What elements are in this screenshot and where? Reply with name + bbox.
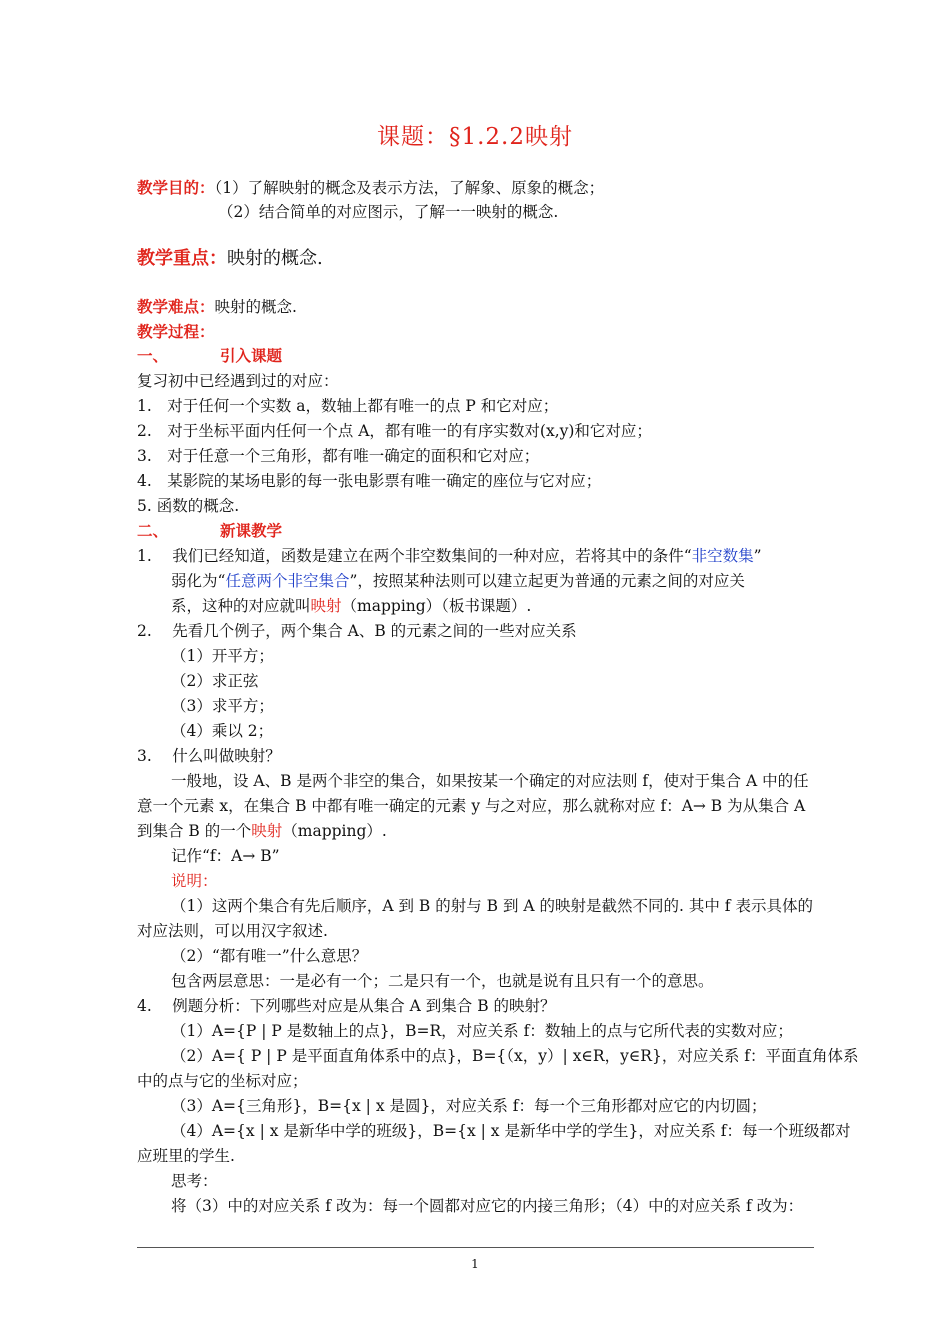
definition-line-1: 一般地，设 A、B 是两个非空的集合，如果按某一个确定的对应法则 f，使对于集合 A 中的任 [171, 772, 809, 790]
objectives-text-1: （1）了解映射的概念及表示方法，了解象、原象的概念； [214, 179, 605, 197]
paragraph-4: 4. 例题分析：下列哪些对应是从集合 A 到集合 B 的映射？ [137, 997, 556, 1015]
highlight-any-two-sets: 任意两个非空集合 [225, 572, 350, 590]
notation: 记作“f：A→ B” [171, 847, 280, 865]
example-2-line-1: （2）A={ P | P 是平面直角体系中的点}，B={（x，y）| x∈R，y∈R}，对应关系 f：平面直角体系 [171, 1047, 859, 1065]
paragraph-3: 3. 什么叫做映射？ [137, 747, 281, 765]
list-item: 2. 对于坐标平面内任何一个点 A，都有唯一的有序实数对(x,y)和它对应； [137, 422, 652, 440]
paragraph-2: 2. 先看几个例子，两个集合 A、B 的元素之间的一些对应关系 [137, 622, 577, 640]
list-item: 5. 函数的概念. [137, 497, 240, 515]
objectives-line-1 [137, 176, 604, 200]
think-text: 将（3）中的对应关系 f 改为：每一个圆都对应它的内接三角形；（4）中的对应关系 f 改为： [171, 1197, 804, 1215]
section-2-title: 新课教学 [220, 521, 283, 540]
text-span: 弱化为“ [171, 572, 226, 590]
note-2-answer: 包含两层意思：一是必有一个；二是只有一个，也就是说有且只有一个的意思。 [171, 972, 714, 990]
highlight-mapping: 映射 [310, 597, 342, 615]
note-1-line-2: 对应法则，可以用汉字叙述. [137, 922, 328, 940]
section-1-title: 引入课题 [220, 346, 283, 365]
list-item: （3）求平方； [171, 697, 274, 715]
section-1-num: 一、 [137, 346, 169, 365]
example-4-line-2: 应班里的学生. [137, 1147, 235, 1165]
list-item: 4. 某影院的某场电影的每一张电影票有唯一确定的座位与它对应； [137, 472, 602, 490]
definition-line-3 [137, 819, 387, 843]
list-item: （4）乘以 2； [171, 722, 274, 740]
process-label: 教学过程： [137, 322, 215, 341]
note-label: 说明： [171, 872, 218, 890]
definition-line-2: 意一个元素 x，在集合 B 中都有唯一确定的元素 y 与之对应，那么就称对应 f：A→ B 为从集合 A [137, 797, 806, 815]
objectives-label: 教学目的： [137, 178, 215, 197]
paragraph-1-line-2 [171, 569, 745, 593]
section-2-num: 二、 [137, 521, 169, 540]
think-label: 思考： [171, 1172, 218, 1190]
text-span: 1. 我们已经知道，函数是建立在两个非空数集间的一种对应，若将其中的条件“ [137, 547, 692, 565]
list-item: 3. 对于任意一个三角形，都有唯一确定的面积和它对应； [137, 447, 540, 465]
section-2-heading [137, 519, 282, 543]
note-2: （2）“都有唯一”什么意思？ [171, 947, 368, 965]
text-span: 到集合 B 的一个 [137, 822, 252, 840]
page-title: 课题：§1.2.2映射 [376, 124, 574, 150]
list-item: 1. 对于任何一个实数 a，数轴上都有唯一的点 P 和它对应； [137, 397, 559, 415]
section-1-intro: 复习初中已经遇到过的对应： [137, 372, 339, 390]
page-number: 1 [471, 1257, 479, 1271]
difficulty-line [137, 295, 297, 319]
key-point-label: 教学重点： [137, 248, 227, 269]
objectives-text-2: （2）结合简单的对应图示，了解一一映射的概念. [218, 203, 559, 221]
text-span: ” [753, 547, 762, 565]
highlight-nonempty-set: 非空数集 [691, 547, 754, 565]
example-4-line-1: （4）A={x | x 是新华中学的班级}，B={x | x 是新华中学的学生}，对应关系 f：每一个班级都对 [171, 1122, 851, 1140]
footer-divider [137, 1247, 814, 1248]
list-item: （2）求正弦 [171, 672, 259, 690]
text-span: ”，按照某种法则可以建立起更为普通的元素之间的对应关 [349, 572, 745, 590]
key-point-line [137, 247, 323, 271]
highlight-mapping: 映射 [251, 822, 283, 840]
note-1-line-1: （1）这两个集合有先后顺序，A 到 B 的射与 B 到 A 的映射是截然不同的. 其中 f 表示具体的 [171, 897, 813, 915]
text-span: （mapping）（板书课题）. [341, 597, 532, 615]
section-1-heading [137, 344, 282, 368]
paragraph-1-line-1 [137, 544, 762, 568]
paragraph-1-line-3 [171, 594, 531, 618]
example-2-line-2: 中的点与它的坐标对应； [137, 1072, 308, 1090]
key-point-text: 映射的概念. [227, 248, 323, 269]
example-3: （3）A={三角形}，B={x | x 是圆}，对应关系 f：每一个三角形都对应它的内切圆； [171, 1097, 767, 1115]
difficulty-text: 映射的概念. [214, 298, 297, 316]
list-item: （1）开平方； [171, 647, 274, 665]
example-1: （1）A={P | P 是数轴上的点}，B=R，对应关系 f：数轴上的点与它所代表的实数对应； [171, 1022, 793, 1040]
text-span: （mapping）. [282, 822, 387, 840]
difficulty-label: 教学难点： [137, 297, 215, 316]
text-span: 系，这种的对应就叫 [171, 597, 311, 615]
